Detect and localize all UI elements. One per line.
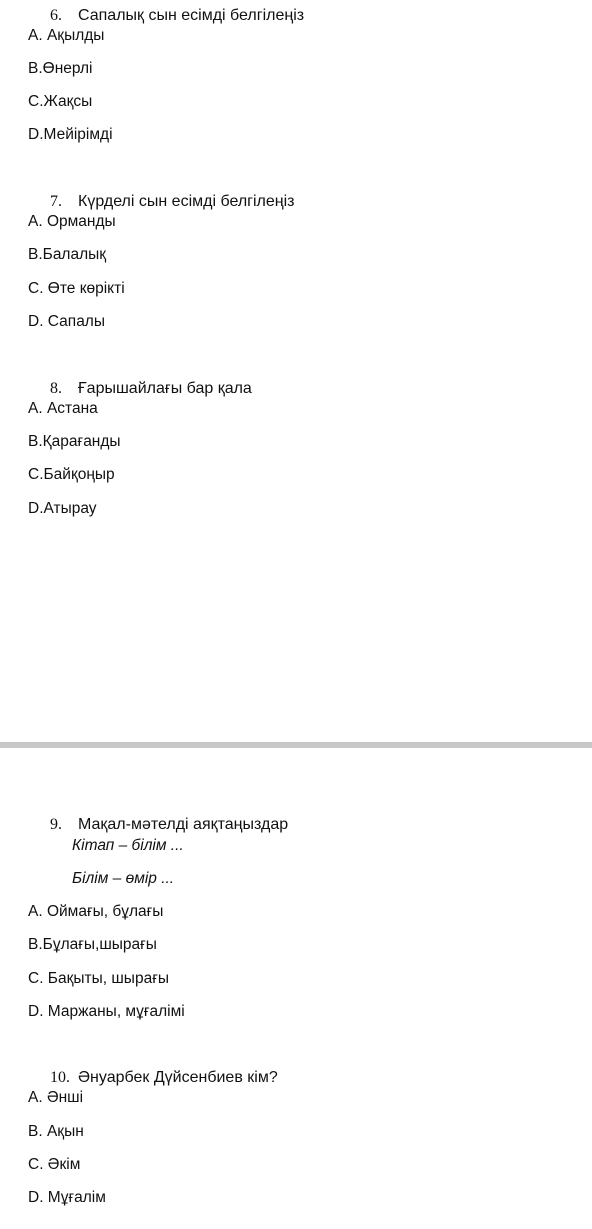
option-d: D.Мейірімді [28, 126, 113, 143]
option-a: A. Оймағы, бұлағы [28, 903, 164, 920]
question-text: Мақал-мәтелді аяқтаңыздар [78, 816, 289, 833]
question-title [50, 815, 288, 835]
question-text: Күрделі сын есімді белгілеңіз [78, 193, 295, 210]
option-b: B.Өнерлі [28, 60, 93, 77]
option-b: B.Балалық [28, 246, 107, 263]
proverb-line: Білім – өмір ... [72, 870, 175, 887]
question-number: 10. [50, 1069, 70, 1086]
option-a: A. Әнші [28, 1089, 84, 1106]
option-c: C.Байқоңыр [28, 466, 115, 483]
option-c: C. Өте көрікті [28, 280, 125, 297]
question-text: Ғарышайлағы бар қала [78, 380, 252, 397]
option-c: C. Әкім [28, 1156, 81, 1173]
proverb-line: Кітап – білім ... [72, 837, 184, 854]
option-b: B. Ақын [28, 1123, 84, 1140]
option-d: D.Атырау [28, 500, 97, 517]
question-number: 9. [50, 816, 62, 833]
option-c: C.Жақсы [28, 93, 93, 110]
option-a: A. Ақылды [28, 27, 105, 44]
question-text: Сапалық сын есімді белгілеңіз [78, 7, 305, 24]
question-text: Әнуарбек Дүйсенбиев кім? [78, 1069, 278, 1086]
question-title [50, 192, 295, 212]
question-title [50, 6, 304, 26]
document-page-2 [0, 748, 592, 1229]
question-title [50, 1068, 278, 1088]
option-b: B.Қарағанды [28, 433, 121, 450]
question-title [50, 379, 252, 399]
option-a: A. Астана [28, 400, 98, 417]
option-d: D. Мұғалім [28, 1189, 106, 1206]
option-a: A. Орманды [28, 213, 116, 230]
option-b: B.Бұлағы,шырағы [28, 936, 157, 953]
option-d: D. Маржаны, мұғалімі [28, 1003, 185, 1020]
question-number: 7. [50, 193, 62, 210]
option-c: C. Бақыты, шырағы [28, 970, 169, 987]
question-number: 6. [50, 7, 62, 24]
option-d: D. Сапалы [28, 313, 105, 330]
question-number: 8. [50, 380, 62, 397]
